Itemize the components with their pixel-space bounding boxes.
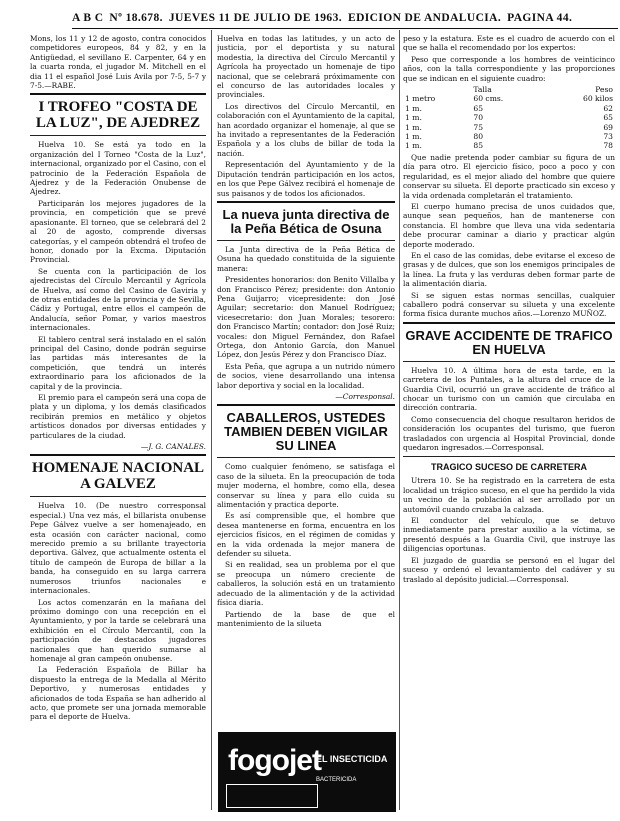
silhouette-continuation: Peso que corresponde a los hombres de veinticinco años, con la talla correspondiente y las proporciones que se indican en el siguiente cuadro: — [403, 54, 615, 83]
silhouette-paragraph: Si se siguen estas normas sencillas, cualquier caballero podrá conservar su silueta y una excelente forma física durante muchos años.—Lorenzo MUÑOZ. — [403, 290, 615, 319]
divider — [30, 496, 206, 497]
table-cell — [539, 104, 547, 113]
table-cell: 1 m. — [405, 122, 422, 132]
lead-in-paragraph: Mons, los 11 y 12 de agosto, contra conocidos competidores europeos, 84 y 82, y en la Antigüedad, el sevillano E. Carpenter, 64 y en la cuarta ronda, el jugador M. Mitchell en el dia 11 el español José Luis Avila por 7-5, 5-7 y 7-5.—RABE. — [30, 34, 206, 91]
table-cell — [539, 123, 547, 132]
table-row — [403, 132, 615, 141]
silhouette-paragraph: Que nadie pretenda poder cambiar su figura de un día para otro. El ejercicio físico, poco a poco y con regularidad, es el mejor aliado del hombre que quiere conservar su silueta. El deporte practicado sin exceso y la vida ordenada completarán el tratamiento. — [403, 152, 615, 200]
silhouette-continuation: peso y la estatura. Este es el cuadro de acuerdo con el que se halla el recomendado por los expertos: — [403, 34, 615, 53]
divider — [217, 404, 395, 406]
table-cell: 73 — [603, 132, 613, 142]
table-cell: 85 — [473, 141, 484, 151]
tragic-paragraph: El conductor del vehículo, que se detuvo inmediatamente para prestar auxilio a la víctima, se presentó después a la Guardia Civil, que instruye las diligencias oportunas. — [403, 516, 615, 554]
table-cell: 78 — [603, 141, 613, 151]
page-number: PAGINA 44. — [507, 12, 573, 24]
table-cell: 70 — [473, 113, 484, 123]
divider — [30, 135, 206, 136]
chess-paragraph: Huelva 10. Se está ya todo en la organización del I Torneo "Costa de la Luz", internacional, organizado por el Casino, con el patrocinio de la Federación Española de Ajedrez y de la Federación Onubense de Ajedrez. — [30, 140, 206, 197]
table-cell: 1 m. — [405, 103, 422, 113]
homage-paragraph: La Federación Española de Billar ha dispuesto la entrega de la Medalla al Mérito Deportivo, y numerosas entidades y aficionados de toda España se han adherido al acto, que promete ser una jornada memorable para el deporte de Huelva. — [30, 665, 206, 722]
accident-paragraph: Huelva 10. A última hora de esta tarde, en la carretera de los Puntales, a la altura del cruce de la Guardia Civil, ocurrió un grave accidente de tráfico al chocar un turismo con un camión que circulaba en dirección contraria. — [403, 365, 615, 413]
homage-paragraph: Huelva 10. (De nuestro corresponsal especial.) Una vez más, el billarista onubense Pepe Gálvez vuelve a ser homenajeado, en esta ocasión con carácter nacional, como merecido premio a su brillante trayectoria deportiva. Gálvez, que actualmente ostenta el título de campeón de Europa de billar a la banda, ha conseguido en su larga carrera numerosos triunfos nacionales e internacionales. — [30, 501, 206, 596]
table-row — [403, 104, 615, 113]
chess-paragraph: El premio para el campeón será una copa de plata y un diploma, y los demás clasificados recibirán premios en metálico y objetos artísticos donados por diversas entidades y particulares de la ciudad. — [30, 393, 206, 440]
pena-betica-signature: —Corresponsal. — [335, 392, 395, 401]
table-cell: 65 — [473, 103, 484, 113]
table-row — [403, 113, 615, 122]
table-cell: 80 — [473, 132, 484, 142]
table-cell: 65 — [603, 113, 613, 123]
table-header-cell: Peso — [595, 85, 613, 95]
chess-headline: I TROFEO "COSTA DE LA LUZ", DE AJEDREZ — [35, 99, 201, 132]
homage-headline: HOMENAJE NACIONAL A GALVEZ — [31, 460, 205, 493]
divider — [403, 456, 615, 457]
column-3 — [403, 34, 615, 586]
pena-betica-paragraph: Esta Peña, que agrupa a un nutrido número de socios, viene desarrollando una intensa labor deportiva y social en la localidad. — [217, 361, 395, 390]
table-cell: 1 m. — [405, 132, 422, 142]
table-row — [403, 141, 615, 150]
table-header-cell: Talla — [473, 85, 492, 95]
chess-paragraph: El tablero central será instalado en el salón principal del Casino, donde podrán seguirse las partidas más interesantes de la competición, que tendrá un interés extraordinario para los aficionados de la capital y de la provincia. — [30, 334, 206, 391]
table-row — [403, 123, 615, 132]
table-cell — [539, 94, 547, 103]
ad-subline: BACTERICIDA — [316, 777, 357, 783]
table-cell — [539, 113, 547, 122]
divider — [30, 454, 206, 456]
running-header — [72, 8, 618, 29]
weight-table — [403, 85, 615, 151]
ad-tagline: EL INSECTICIDA — [316, 754, 388, 764]
caballeros-paragraph: Es así comprensible que, el hombre que desea mantenerse en forma, encuentra en los ejercicios físicos, en el régimen de comidas y en la vida ordenada la mejor manera de defender su silueta. — [217, 511, 395, 559]
column-2 — [217, 34, 395, 630]
table-cell: 1 m. — [405, 141, 422, 151]
publication-name: A B C — [72, 12, 104, 24]
caballeros-paragraph: Si en realidad, sea un problema por el que se preocupa un número creciente de caballeros, la solución está en un tratamiento adecuado de la alimentación y de la actividad física diaria. — [217, 560, 395, 608]
homage-continuation: Representación del Ayuntamiento y de la Diputación tendrán participación en los actos, en los que Pepe Gálvez recibirá el homenaje de sus paisanos y de todos los aficionados. — [217, 160, 395, 198]
issue-date: JUEVES 11 DE JULIO DE 1963. — [168, 12, 342, 24]
caballeros-headline: CABALLEROS, USTEDES TAMBIEN DEBEN VIGILAR SU LINEA — [224, 410, 388, 454]
edition-name: EDICION DE ANDALUCIA. — [348, 12, 502, 24]
divider — [403, 361, 615, 362]
silhouette-paragraph: El cuerpo humano precisa de unos cuidados que, aunque sean pequeños, han de mantenerse con constancia. El hombre que lleva una vida sedentaria debe procurar caminar a diario y practicar algún deporte moderado. — [403, 201, 615, 249]
accident-paragraph: Como consecuencia del choque resultaron heridos de consideración los ocupantes del turismo, que fueron trasladados con urgencia al Hospital Provincial, donde quedaron ingresados.—Corresponsal. — [403, 414, 615, 453]
table-header-cell — [539, 85, 547, 94]
table-cell: 75 — [473, 122, 484, 132]
homage-paragraph: Los actos comenzarán en la mañana del próximo domingo con una recepción en el Ayuntamiento, y por la tarde se celebrará una exhibición en el Círculo Mercantil, con la participación de destacados jugadores nacionales que han querido sumarse al homenaje al gran campeón onubense. — [30, 597, 206, 663]
divider — [403, 322, 615, 324]
issue-number: Nº 18.678. — [109, 12, 163, 24]
pena-betica-headline: La nueva junta directiva de la Peña Bética de Osuna — [222, 206, 390, 236]
accident-headline: GRAVE ACCIDENTE DE TRAFICO EN HUELVA — [405, 327, 613, 357]
chess-paragraph: Participarán los mejores jugadores de la provincia, en competición que se prevé apasionante. El torneo, que se celebrará del 2 al 20 de agosto, comprende diversas categorías, y el campeón obtendrá el trofeo de honor, donado por la Excma. Diputación Provincial. — [30, 198, 206, 265]
table-cell — [539, 141, 547, 150]
divider — [217, 240, 395, 241]
caballeros-paragraph: Como cualquier fenómeno, se satisfaga el caso de la silueta. En la preocupación de toda mujer moderna, el hombre, como ella, desea conservar su línea y para ello cuida su alimentación y practica deporte. — [217, 462, 395, 510]
table-cell: 1 metro — [405, 94, 436, 104]
table-header-row — [403, 85, 615, 94]
table-cell: 60 kilos — [582, 94, 613, 104]
table-cell — [539, 132, 547, 141]
homage-continuation: Los directivos del Círculo Mercantil, en colaboración con el Ayuntamiento de la capital, han acordado organizar el homenaje, al que se ha invitado a representantes de la Federación Española y a los clubs de billar de toda la nación. — [217, 101, 395, 158]
divider — [217, 457, 395, 458]
chess-paragraph: Se cuenta con la participación de los ajedrecistas del Círculo Mercantil y Agrícola de Huelva, así como del Casino de Gaviria y de otras entidades de la provincia y de Sevilla, Cádiz y Portugal, entre ellos el campeón de Andalucía, señor Pomar, y varios maestros internacionales. — [30, 266, 206, 333]
tragic-paragraph: El juzgado de guardia se personó en el lugar del suceso y ordenó el levantamiento del cadáver y su traslado al depósito judicial.—Corresponsal. — [403, 555, 615, 584]
advertisement — [218, 732, 396, 812]
table-cell: 69 — [603, 122, 613, 132]
ad-brand: fogojet — [228, 744, 321, 777]
column-divider — [399, 30, 400, 810]
pena-betica-paragraph: Presidentes honorarios: don Benito Villalba y don Francisco Pérez; presidente: don Antonio Pena Guijarro; vicepresidente: don José Aguilar; secretario: don Manuel Rodríguez; vicesecretario: don Juan Morales; tesorero: don Francisco Martín; contador: don José Ruiz; vocales: don Miguel Fernández, don Rafael Ortega, don Antonio García, don Manuel López, don Jesús Pérez y don Francisco Díaz. — [217, 275, 395, 360]
tragic-headline: TRAGICO SUCESO DE CARRETERA — [430, 462, 587, 473]
table-header-cell — [403, 85, 471, 94]
table-cell: 60 cms. — [473, 94, 504, 104]
pena-betica-paragraph: La Junta directiva de la Peña Bética de Osuna ha quedado constituida de la siguiente manera: — [217, 244, 395, 273]
table-row — [403, 94, 615, 103]
divider — [30, 93, 206, 95]
column-1 — [30, 34, 206, 724]
column-divider — [211, 30, 212, 810]
table-cell: 1 m. — [405, 113, 422, 123]
silhouette-paragraph: En el caso de las comidas, debe evitarse el exceso de grasas y de dulces, que son los enemigos principales de la línea. La fruta y las verduras deben formar parte de la alimentación diaria. — [403, 250, 615, 289]
caballeros-footer: Partiendo de la base de que el mantenimiento de la silueta — [217, 609, 395, 628]
chess-signature: —J. G. CANALES. — [140, 442, 206, 452]
table-cell: 62 — [603, 103, 613, 113]
divider — [217, 201, 395, 203]
homage-continuation: Huelva en todas las latitudes, y un acto de justicia, por el deportista y su natural modestia, la directiva del Círculo Mercantil y Agrícola ha proyectado un homenaje de tipo nacional, que se celebrará próximamente con el concurso de las autoridades locales y provinciales. — [217, 34, 395, 100]
ad-frame — [226, 784, 318, 808]
tragic-paragraph: Utrera 10. Se ha registrado en la carretera de esta localidad un trágico suceso, en el que ha perdido la vida un vecino de la población al ser arrollado por un automóvil cuando cruzaba la calzada. — [403, 476, 615, 514]
